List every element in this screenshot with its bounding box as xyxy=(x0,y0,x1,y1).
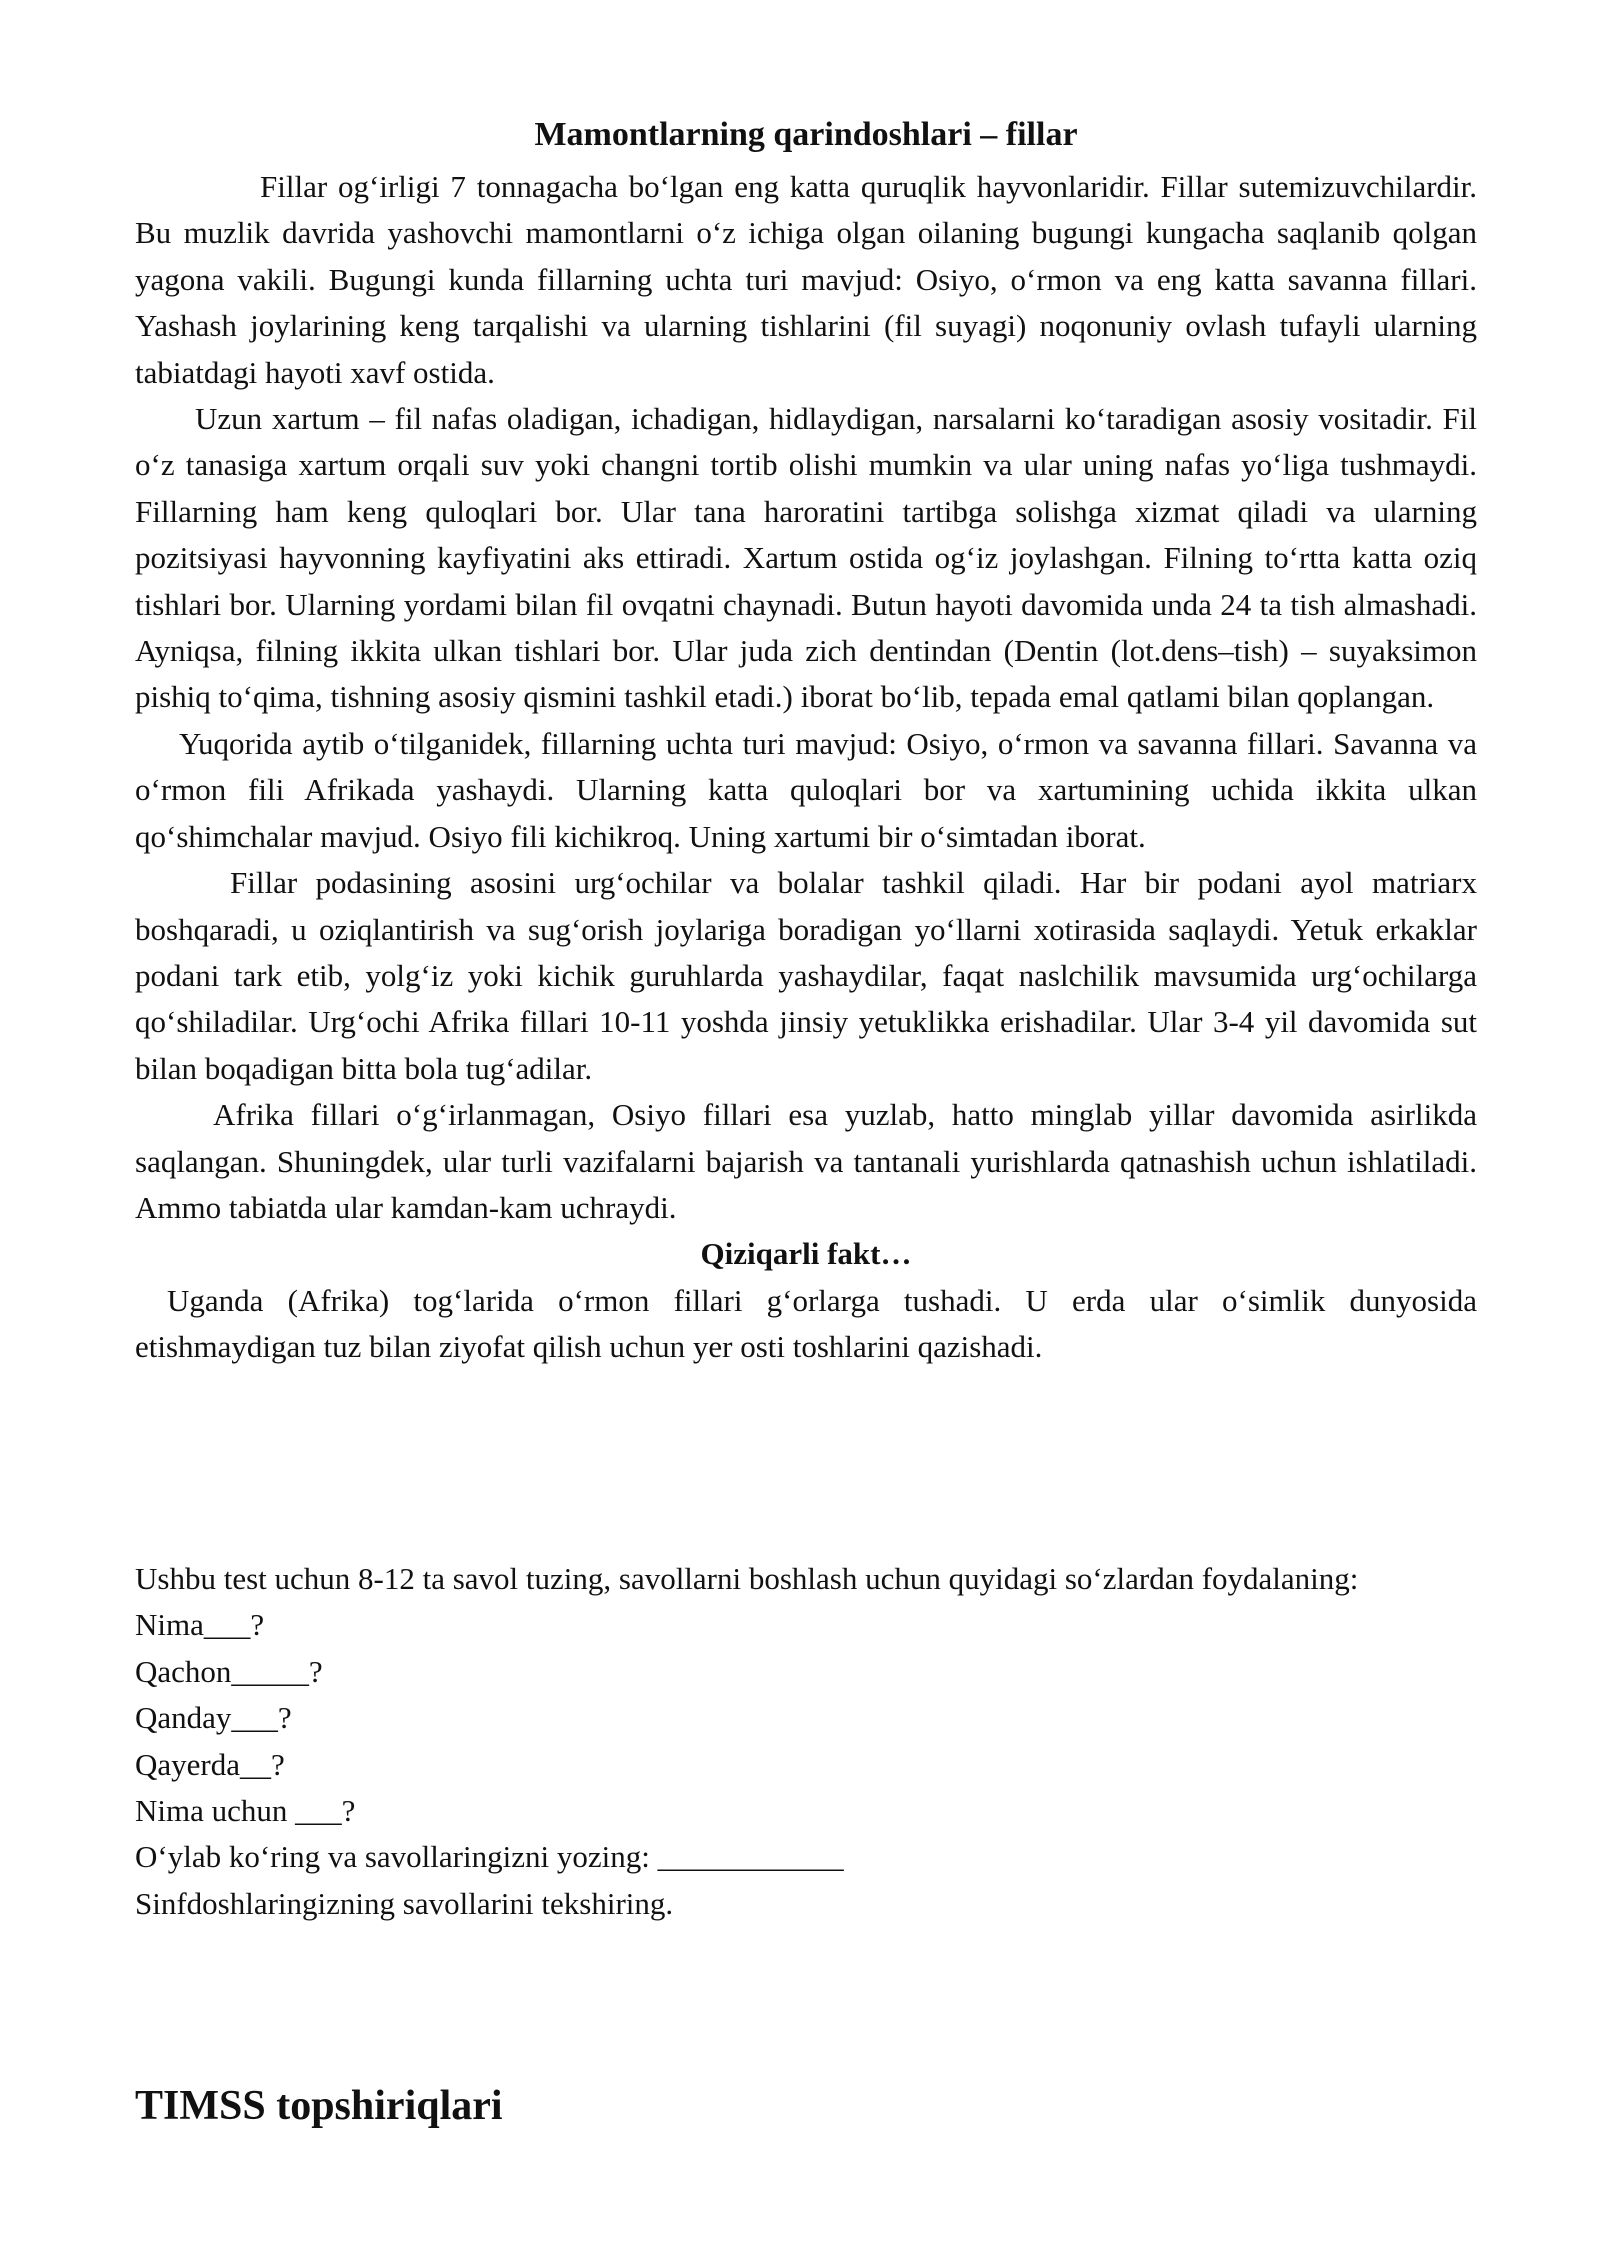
task-instruction: Ushbu test uchun 8-12 ta savol tuzing, savollarni boshlash uchun quyidagi so‘zlardan foydalaning: xyxy=(135,1561,1359,1596)
section-heading: TIMSS topshiriqlari xyxy=(135,2083,503,2129)
fact-heading: Qiziqarli fakt… xyxy=(700,1236,912,1272)
paragraph-trunk: Uzun xartum – fil nafas oladigan, ichadigan, hidlaydigan, narsalarni ko‘taradigan asosiy vositadir. Fil o‘z tanasiga xartum orqali suv yoki changni tortib olishi mumkin va ular uning nafas yo‘liga tushmaydi. Fillarning ham keng quloqlari bor. Ular tana haroratini tartibga solishga xizmat qiladi va ularning pozitsiyasi hayvonning kayfiyatini aks ettiradi. Xartum ostida og‘iz joylashgan. Filning to‘rtta katta oziq tishlari bor. Ularning yordami bilan fil ovqatni chaynadi. Butun hayoti davomida unda 24 ta tish almashadi. Ayniqsa, filning ikkita ulkan tishlari bor. Ular juda zich dentindan (Dentin (lot.dens–tish) – suyaksimon pishiq to‘qima, tishning asosiy qismini tashkil etadi.) iborat bo‘lib, tepada emal qatlami bilan qoplangan. xyxy=(135,401,1477,715)
fact-text: Uganda (Afrika) tog‘larida o‘rmon fillari g‘orlarga tushadi. U erda ular o‘simlik dunyosida etishmaydigan tuz bilan ziyofat qilish uchun yer osti toshlarini qazishadi. xyxy=(135,1282,1477,1365)
question-prompt: Qayerda__? xyxy=(135,1746,285,1782)
question-prompt: Qachon_____? xyxy=(135,1653,323,1689)
check-questions-line: Sinfdoshlaringizning savollarini tekshiring. xyxy=(135,1885,674,1921)
question-prompt: Nima___? xyxy=(135,1607,265,1643)
question-prompt: Qanday___? xyxy=(135,1700,292,1736)
article-body xyxy=(135,164,1477,1371)
task-section xyxy=(135,1556,1477,1927)
paragraph-intro: Fillar og‘irligi 7 tonnagacha bo‘lgan eng katta quruqlik hayvonlaridir. Fillar sutemizuvchilardir. Bu muzlik davrida yashovchi mamontlarni o‘z ichiga olgan oilaning bugungi kungacha saqlanib qolgan yagona vakili. Bugungi kunda fillarning uchta turi mavjud: Osiyo, o‘rmon va eng katta savanna fillari. Yashash joylarining keng tarqalishi va ularning tishlarini (fil suyagi) noqonuniy ovlash tufayli ularning tabiatdagi hayoti xavf ostida. xyxy=(135,169,1477,390)
write-questions-line: O‘ylab ko‘ring va savollaringizni yozing: ____________ xyxy=(135,1839,844,1875)
paragraph-species: Yuqorida aytib o‘tilganidek, fillarning uchta turi mavjud: Osiyo, o‘rmon va savanna fillari. Savanna va o‘rmon fili Afrikada yashaydi. Ularning katta quloqlari bor va xartumining uchida ikkita ulkan qo‘shimchalar mavjud. Osiyo fili kichikroq. Uning xartumi bir o‘simtadan iborat. xyxy=(135,725,1477,854)
paragraph-captivity: Afrika fillari o‘g‘irlanmagan, Osiyo fillari esa yuzlab, hatto minglab yillar davomida asirlikda saqlangan. Shuningdek, ular turli vazifalarni bajarish va tantanali yurishlarda qatnashish uchun ishlatiladi. Ammo tabiatda ular kamdan-kam uchraydi. xyxy=(135,1097,1477,1225)
question-prompt: Nima uchun ___? xyxy=(135,1793,356,1829)
paragraph-herd: Fillar podasining asosini urg‘ochilar va bolalar tashkil qiladi. Har bir podani ayol matriarx boshqaradi, u oziqlantirish va sug‘orish joylariga boradigan yo‘llarni xotirasida saqlaydi. Yetuk erkaklar podani tark etib, yolg‘iz yoki kichik guruhlarda yashaydilar, faqat naslchilik mavsumida urg‘ochilarga qo‘shiladilar. Urg‘ochi Afrika fillari 10-11 yoshda jinsiy yetuklikka erishadilar. Ular 3-4 yil davomida sut bilan boqadigan bitta bola tug‘adilar. xyxy=(135,865,1477,1086)
page-title: Mamontlarning qarindoshlari – fillar xyxy=(534,116,1078,153)
